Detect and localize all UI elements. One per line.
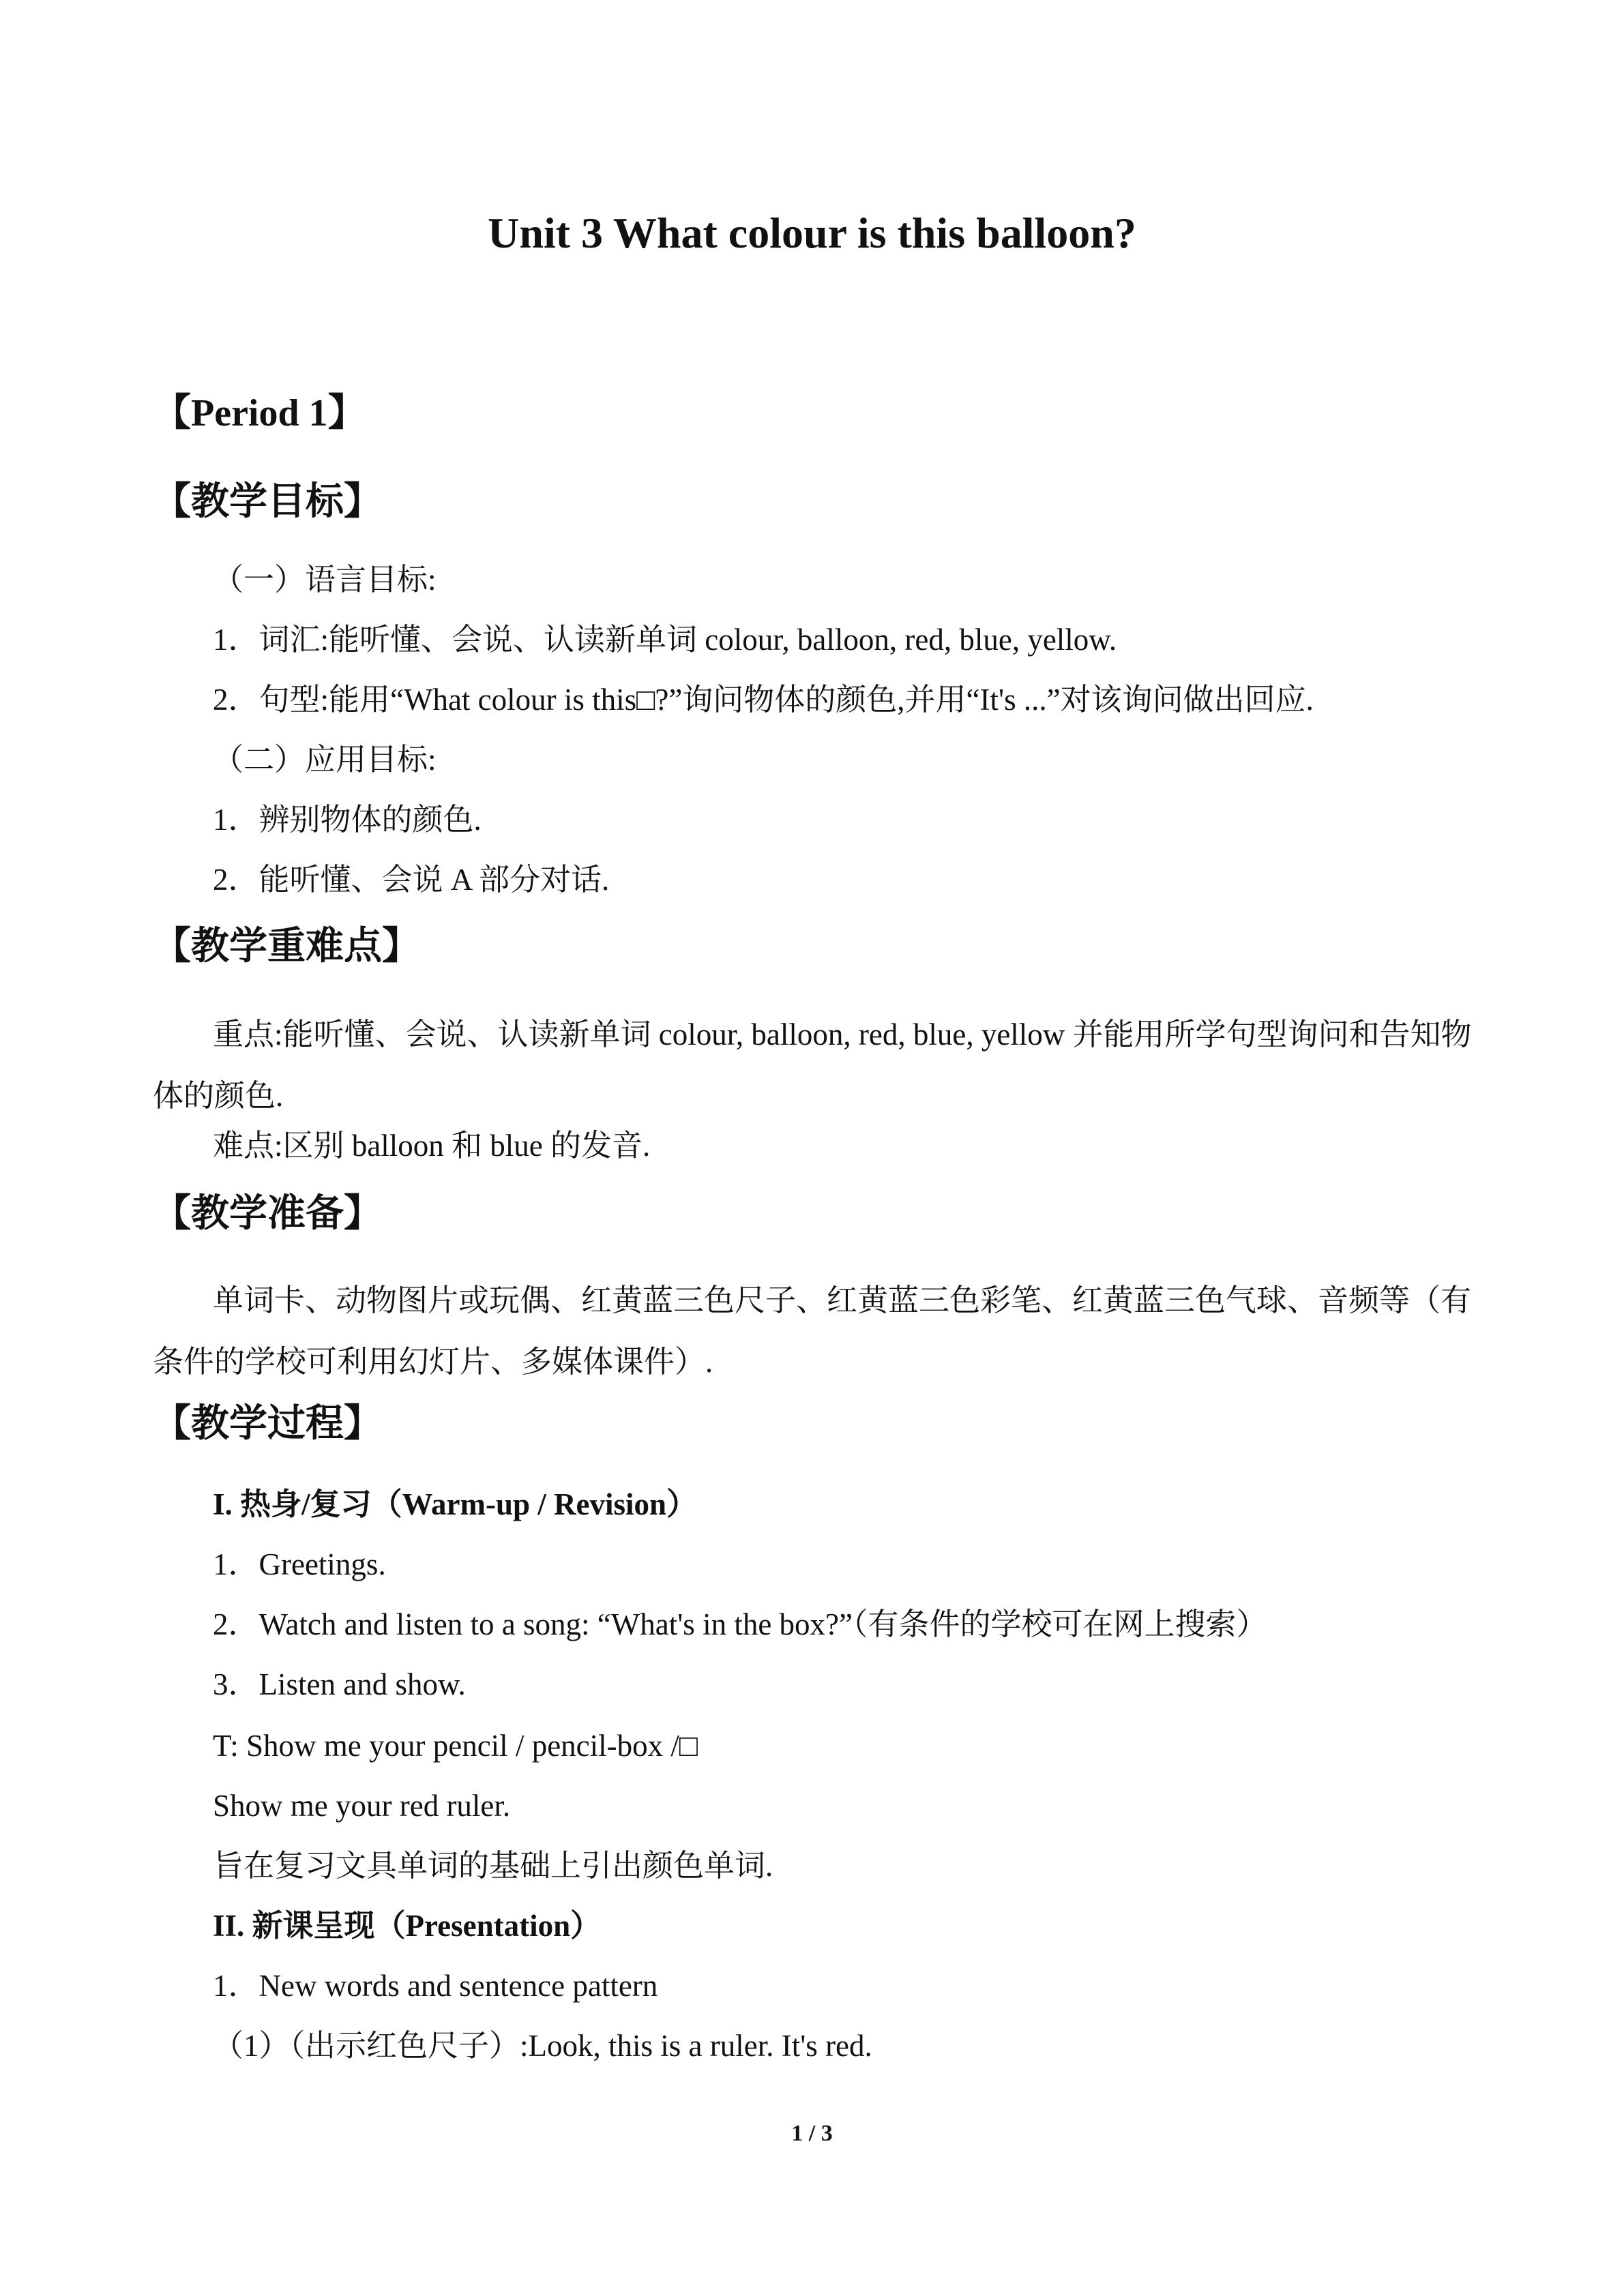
teacher-line: Show me your red ruler. (213, 1789, 511, 1823)
process-step: 3．Listen and show. (213, 1667, 466, 1701)
process-step: 1．Greetings. (213, 1547, 386, 1581)
process-step: 2．Watch and listen to a song: “What's in the box?”（有条件的学校可在网上搜索） (213, 1607, 1267, 1641)
page-number: 1 / 3 (791, 2121, 833, 2146)
objectives-heading: 【教学目标】 (153, 481, 382, 523)
process-step: 1．New words and sentence pattern (213, 1969, 658, 2003)
objective-item: 1．词汇:能听懂、会说、认读新单词 colour, balloon, red, blue, yellow. (213, 623, 1117, 657)
document-title: Unit 3 What colour is this balloon? (488, 209, 1136, 257)
objective-item: 2．能听懂、会说 A 部分对话. (213, 863, 610, 897)
keypoints-heading: 【教学重难点】 (153, 925, 420, 968)
process-step: （1）（出示红色尺子）:Look, this is a ruler. It's red. (213, 2029, 872, 2063)
objective-item: 2．句型:能用“What colour is this□?”询问物体的颜色,并用“It's ...”对该询问做出回应. (213, 683, 1314, 717)
process-heading: 【教学过程】 (153, 1403, 382, 1445)
preparation-text: 单词卡、动物图片或玩偶、红黄蓝三色尺子、红黄蓝三色彩笔、红黄蓝三色气球、音频等（有条件的学校可利用幻灯片、多媒体课件）. (153, 1283, 1472, 1379)
process-note: 旨在复习文具单词的基础上引出颜色单词. (213, 1849, 773, 1883)
application-objectives-label: （二）应用目标: (213, 743, 437, 777)
preparation-heading: 【教学准备】 (153, 1193, 382, 1235)
objective-item: 1．辨别物体的颜色. (213, 803, 482, 837)
period-heading: 【Period 1】 (153, 392, 366, 434)
keypoints-text: 重点:能听懂、会说、认读新单词 colour, balloon, red, blue, yellow 并能用所学句型询问和告知物体的颜色. (153, 1017, 1472, 1113)
warmup-heading: I. 热身/复习（Warm-up / Revision） (213, 1487, 698, 1521)
language-objectives-label: （一）语言目标: (213, 563, 437, 597)
teacher-line: T: Show me your pencil / pencil-box /□ (213, 1729, 698, 1763)
presentation-heading: II. 新课呈现（Presentation） (213, 1909, 602, 1943)
difficult-points-text: 难点:区别 balloon 和 blue 的发音. (213, 1129, 651, 1163)
